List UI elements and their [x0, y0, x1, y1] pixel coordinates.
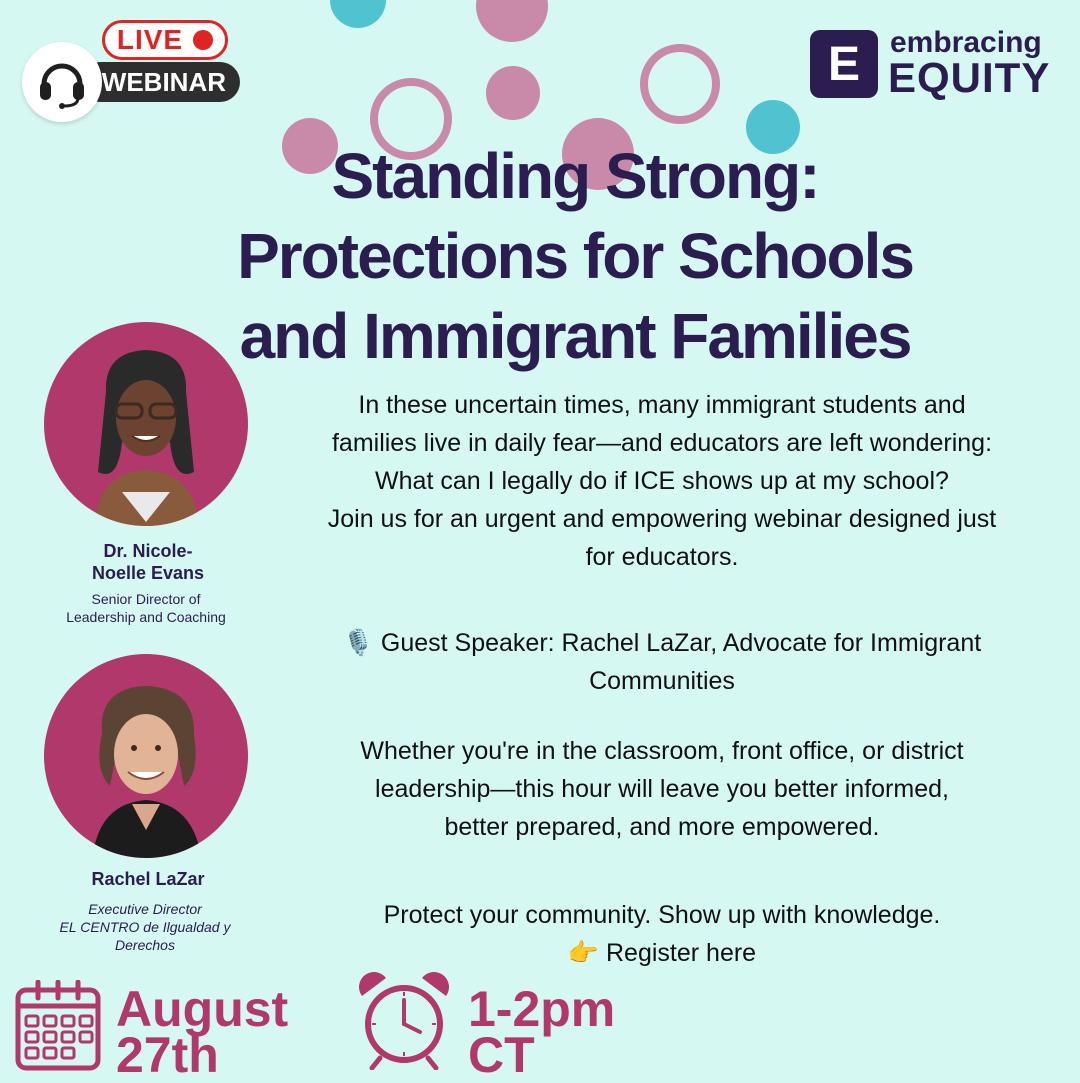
speaker-name-line-1: Dr. Nicole-: [103, 541, 193, 561]
pointing-hand-icon: 👉: [567, 939, 600, 967]
event-date-month: August: [116, 981, 289, 1037]
event-date-day: 27th: [116, 1027, 219, 1083]
title-line-3: and Immigrant Families: [239, 300, 911, 372]
logo-text-bottom: EQUITY: [888, 54, 1051, 101]
decor-bubble-pink-top: [476, 0, 548, 42]
logo-text-top: embracing: [890, 26, 1042, 59]
event-date: [116, 981, 289, 1083]
guest-line: Guest Speaker: Rachel LaZar, Advocate for Immigrant: [380, 629, 982, 657]
speaker-role-line-1: Senior Director of: [91, 591, 201, 607]
intro-paragraph: [258, 386, 1066, 576]
decor-bubble-pink-mid: [486, 66, 540, 120]
microphone-icon: 🎙️: [342, 629, 374, 657]
register-label[interactable]: Register here: [606, 939, 757, 967]
decor-ring-right: [640, 44, 720, 124]
title-line-2: Protections for Schools: [237, 220, 913, 292]
guest-speaker-paragraph: [258, 624, 1066, 700]
event-time-zone: CT: [468, 1027, 535, 1083]
intro-line: What can I legally do if ICE shows up at my school?: [375, 467, 949, 495]
speaker-role-rachel: [30, 900, 260, 954]
audience-line: leadership—this hour will leave you better informed,: [375, 775, 949, 803]
calendar-icon: [14, 980, 102, 1072]
audience-line: better prepared, and more empowered.: [444, 813, 880, 841]
intro-line: for educators.: [585, 543, 739, 571]
speaker-role-line-2: Leadership and Coaching: [66, 609, 226, 625]
event-time-range: 1-2pm: [468, 981, 616, 1037]
intro-line: families live in daily fear—and educators are left wondering:: [331, 429, 993, 457]
intro-line: Join us for an urgent and empowering webinar designed just: [327, 505, 997, 533]
headset-icon: [22, 42, 102, 122]
guest-line: Communities: [589, 667, 735, 695]
title-line-1: Standing Strong:: [331, 140, 819, 212]
register-link[interactable]: [258, 934, 1066, 972]
webinar-title: [200, 136, 950, 376]
live-badge: [102, 20, 228, 60]
speaker-role-line-3: Derechos: [115, 937, 175, 953]
speaker-role-line-2: EL CENTRO de Ilgualdad y: [59, 919, 231, 935]
webinar-badge: WEBINAR: [80, 62, 240, 102]
speaker-name-line-2: Noelle Evans: [91, 563, 205, 583]
speaker-name-nicole: [48, 540, 248, 584]
speaker-photo-rachel: [44, 654, 248, 858]
call-to-action: [258, 896, 1066, 972]
speaker-role-nicole: [36, 590, 256, 626]
alarm-clock-icon: [356, 970, 452, 1070]
live-dot-icon: [193, 30, 213, 50]
speaker-role-line-1: Executive Director: [88, 901, 202, 917]
live-label: LIVE: [116, 24, 184, 55]
decor-bubble-teal-top: [330, 0, 386, 28]
intro-line: In these uncertain times, many immigrant students and: [358, 391, 966, 419]
audience-paragraph: [258, 732, 1066, 846]
speaker-name-rachel: Rachel LaZar: [91, 869, 205, 889]
audience-line: Whether you're in the classroom, front office, or district: [360, 737, 964, 765]
event-time: [468, 981, 616, 1083]
embracing-equity-logo-mark: E: [810, 30, 878, 98]
protect-line: Protect your community. Show up with knowledge.: [383, 901, 941, 929]
